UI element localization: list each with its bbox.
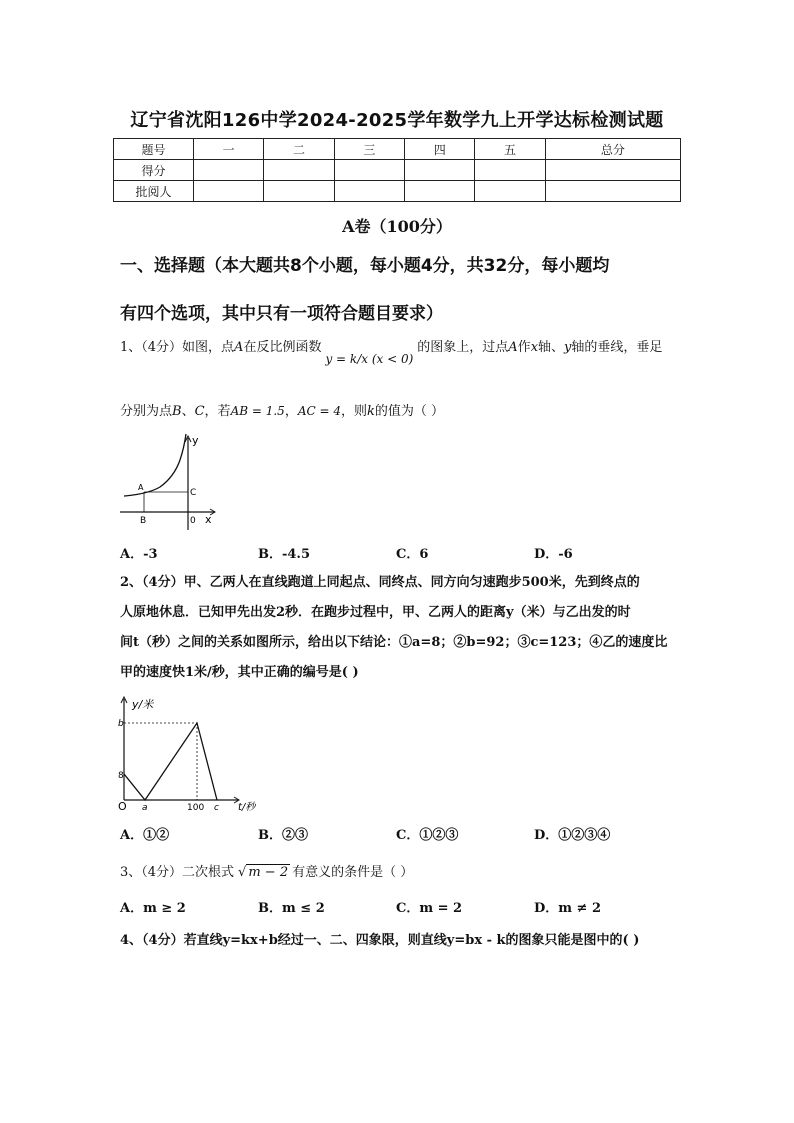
q1-prefix: 1、（4分）如图，点 xyxy=(120,340,235,355)
q1-point-b: B xyxy=(172,404,182,419)
score-header-cell: 四 xyxy=(405,139,475,160)
q1-option-c[interactable]: C．6 xyxy=(396,547,429,562)
score-cell[interactable] xyxy=(545,160,680,181)
q2-line1: 2、（4分）甲、乙两人在直线跑道上同起点、同终点、同方向匀速跑步500米，先到终点的 xyxy=(120,575,640,590)
q1-point-a: A xyxy=(234,340,244,355)
q1-sep: 、 xyxy=(181,404,195,419)
section1-heading xyxy=(120,248,680,332)
q2-label-o: O xyxy=(118,800,127,813)
q3-option-b[interactable]: B．m ≤ 2 xyxy=(258,901,325,916)
score-header-cell: 三 xyxy=(334,139,404,160)
q2-stem xyxy=(120,568,680,688)
score-cell[interactable] xyxy=(264,160,334,181)
q1-line2 xyxy=(120,400,444,419)
q2-label-c: c xyxy=(214,803,219,813)
q3-radical xyxy=(238,865,290,880)
score-header-cell: 五 xyxy=(475,139,545,160)
reviewer-cell[interactable] xyxy=(194,181,264,202)
q1-formula: y = k/x (x < 0) xyxy=(325,352,414,366)
q3-line xyxy=(120,861,413,880)
q1-var-x: x xyxy=(530,340,539,355)
q1-label-x: x xyxy=(205,513,212,526)
q1-label-y: y xyxy=(192,434,199,447)
score-header-cell: 一 xyxy=(194,139,264,160)
q2-line2: 人原地休息．已知甲先出发2秒．在跑步过程中，甲、乙两人的距离y（米）与乙出发的时 xyxy=(120,605,631,620)
q1-point-c: C xyxy=(194,404,205,419)
q2-xlabel: t/秒 xyxy=(238,802,256,813)
reviewer-row-label: 批阅人 xyxy=(114,181,194,202)
q1-text: 作 xyxy=(517,340,531,355)
reviewer-cell[interactable] xyxy=(475,181,545,202)
score-header-cell: 二 xyxy=(264,139,334,160)
document-title: 辽宁省沈阳126中学2024-2025学年数学九上开学达标检测试题 xyxy=(130,110,664,131)
q2-option-c[interactable]: C．①②③ xyxy=(396,828,459,843)
q1-option-b[interactable]: B．-4.5 xyxy=(258,547,311,562)
q3-radicand: m − 2 xyxy=(248,865,289,880)
q2-line4: 甲的速度快1米/秒，其中正确的编号是( ) xyxy=(120,665,359,680)
score-table xyxy=(113,138,681,202)
q2-label-100: 100 xyxy=(187,803,205,813)
q2-option-a[interactable]: A．①② xyxy=(120,828,170,843)
q1-label-a: A xyxy=(138,483,144,492)
q1-text: ，若 xyxy=(204,404,231,419)
reviewer-cell[interactable] xyxy=(264,181,334,202)
reviewer-row xyxy=(114,181,681,202)
q1-point-a: A xyxy=(508,340,518,355)
q1-label-c: C xyxy=(190,488,197,498)
reviewer-cell[interactable] xyxy=(405,181,475,202)
reviewer-cell[interactable] xyxy=(545,181,680,202)
q2-label-b: b xyxy=(118,719,124,729)
q3-prefix: 3、（4分）二次根式 xyxy=(120,865,235,880)
q1-text: 轴、 xyxy=(538,340,565,355)
q2-label-a: a xyxy=(142,803,148,813)
q1-var-y: y xyxy=(564,340,572,355)
q1-text: 轴的垂线，垂足 xyxy=(571,340,663,355)
q2-graph xyxy=(114,694,264,814)
q1-var-k: k xyxy=(367,404,375,419)
q1-condition-ac: AC = 4 xyxy=(297,404,342,418)
q2-distance-line xyxy=(124,723,217,800)
q3-option-c[interactable]: C．m = 2 xyxy=(396,901,463,916)
q3-option-a[interactable]: A．m ≥ 2 xyxy=(120,901,186,916)
score-cell[interactable] xyxy=(194,160,264,181)
score-header-cell: 总分 xyxy=(545,139,680,160)
q1-text: ，则 xyxy=(341,404,368,419)
q2-ylabel: y/米 xyxy=(132,698,154,711)
score-row-label: 得分 xyxy=(114,160,194,181)
score-header-cell: 题号 xyxy=(114,139,194,160)
paper-section-label: A卷（100分） xyxy=(342,217,452,236)
sqrt-icon: √ xyxy=(238,865,247,880)
score-cell[interactable] xyxy=(334,160,404,181)
q3-suffix: 有意义的条件是（ ） xyxy=(292,865,414,880)
q1-line1 xyxy=(120,336,663,366)
q1-option-d[interactable]: D．-6 xyxy=(534,547,573,562)
q1-graph xyxy=(118,432,218,532)
section1-heading-line2: 有四个选项，其中只有一项符合题目要求） xyxy=(120,304,443,324)
q2-option-b[interactable]: B．②③ xyxy=(258,828,308,843)
score-cell[interactable] xyxy=(475,160,545,181)
reviewer-cell[interactable] xyxy=(334,181,404,202)
q4-line: 4、（4分）若直线y=kx+b经过一、二、四象限，则直线y=bx - k的图象只能是图中的( ) xyxy=(120,933,640,948)
q1-condition-ab: AB = 1.5 xyxy=(230,404,285,418)
score-cell[interactable] xyxy=(405,160,475,181)
q1-text: 的图象上，过点 xyxy=(417,340,509,355)
q1-label-b: B xyxy=(140,516,147,526)
q1-text: 在反比例函数 xyxy=(243,340,322,355)
q1-text: 的值为（ ） xyxy=(374,404,445,419)
q1-option-a[interactable]: A．-3 xyxy=(120,547,158,562)
q2-option-d[interactable]: D．①②③④ xyxy=(534,828,611,843)
q2-line3: 间t（秒）之间的关系如图所示，给出以下结论：①a=8；②b=92；③c=123；④乙的速度比 xyxy=(120,635,668,650)
section1-heading-line1: 一、选择题（本大题共8个小题，每小题4分，共32分，每小题均 xyxy=(120,256,610,276)
score-row xyxy=(114,160,681,181)
q1-hyperbola-curve xyxy=(124,434,186,496)
q1-label-o: 0 xyxy=(190,516,196,526)
q1-text: 分别为点 xyxy=(120,404,173,419)
q3-option-d[interactable]: D．m ≠ 2 xyxy=(534,901,602,916)
score-table-header-row xyxy=(114,139,681,160)
q2-label-8: 8 xyxy=(118,771,124,781)
q1-comma: ， xyxy=(284,404,298,419)
